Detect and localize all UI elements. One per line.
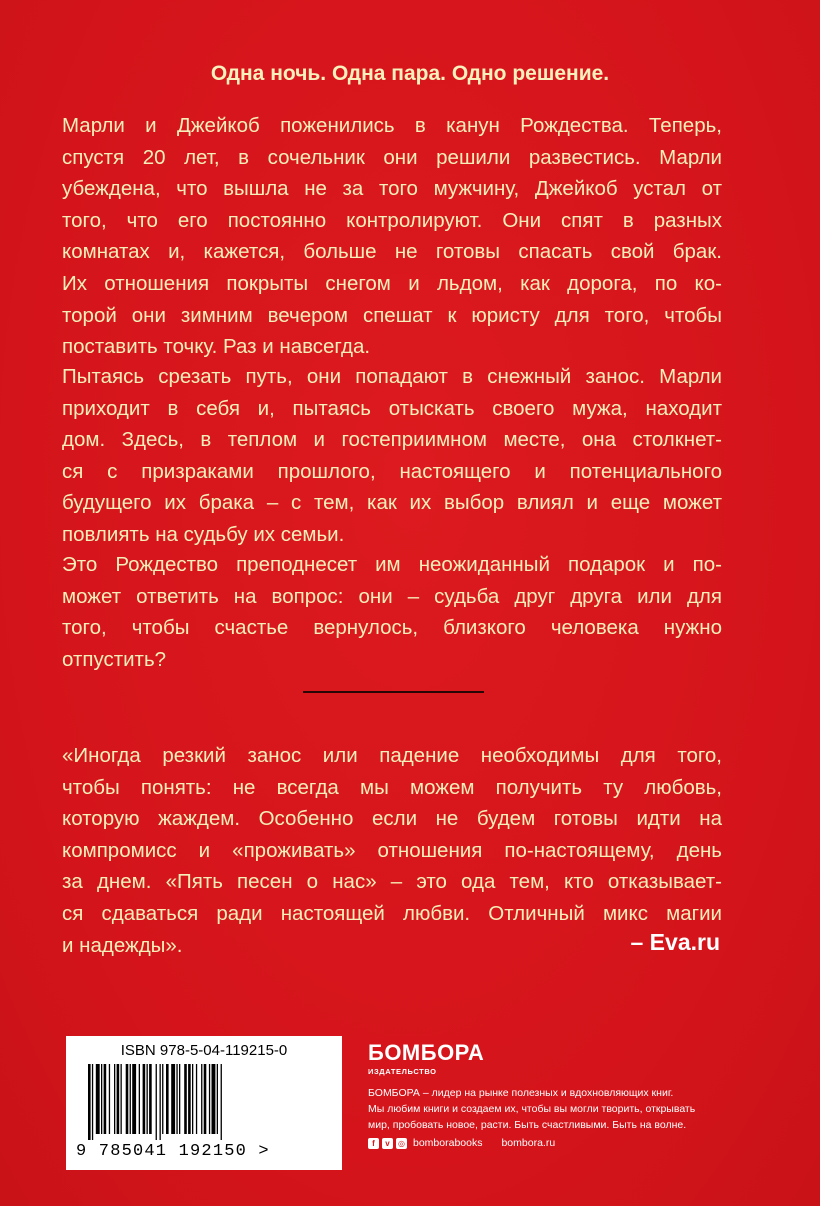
publisher-logo: БОМБОРА <box>368 1040 485 1065</box>
publisher-description-line: мир, пробовать новое, расти. Быть счастливыми. Быть на волне. <box>368 1119 687 1131</box>
quote-attribution: – Eva.ru <box>630 929 720 955</box>
review-quote <box>62 740 722 961</box>
barcode-bar <box>143 1064 146 1134</box>
quote-line: которую жаждем. Особенно если не будем готовы идти на <box>62 807 722 831</box>
publisher-description <box>368 1085 728 1133</box>
barcode-bar <box>176 1064 177 1134</box>
barcode-bar <box>204 1064 207 1134</box>
publisher-description-line: Мы любим книги и создаем их, чтобы вы могли творить, открывать <box>368 1103 696 1115</box>
synopsis-line: торой они зимним вечером спешат к юристу для того, чтобы <box>62 303 722 327</box>
barcode-bar <box>88 1064 91 1140</box>
barcode-bar <box>188 1064 191 1134</box>
synopsis-line: повлиять на судьбу их семьи. <box>62 522 345 546</box>
barcode-bars <box>86 1064 326 1140</box>
isbn-label: ISBN 978-5-04-119215-0 <box>120 1042 288 1059</box>
barcode-bar <box>149 1064 152 1134</box>
barcode-bar <box>171 1064 175 1134</box>
barcode-bar <box>147 1064 148 1134</box>
barcode-bar <box>132 1064 136 1134</box>
barcode-bar <box>160 1064 161 1140</box>
vk-icon: v <box>382 1138 393 1149</box>
barcode-bar <box>196 1064 197 1134</box>
quote-line: за днем. «Пять песен о нас» – это ода тем, кто отказывает- <box>62 870 722 894</box>
barcode-bar <box>92 1064 93 1140</box>
synopsis-line: убеждена, что вышла не за того мужчину, Джейкоб устал от <box>62 177 722 201</box>
instagram-icon: ◎ <box>396 1138 407 1149</box>
synopsis-line: отпустить? <box>62 647 167 671</box>
quote-line: компромисс и «проживать» отношения по-настоящему, день <box>62 838 722 862</box>
barcode-bar <box>156 1064 157 1140</box>
barcode-bar <box>166 1064 169 1134</box>
synopsis-line: Пытаясь срезать путь, они попадают в снежный занос. Марли <box>62 365 722 388</box>
barcode-bar <box>130 1064 131 1134</box>
publisher-website: bombora.ru <box>501 1137 556 1149</box>
barcode-bar <box>117 1064 120 1134</box>
barcode-bar <box>212 1064 216 1134</box>
barcode-bar <box>192 1064 193 1134</box>
barcode-bar <box>162 1064 163 1134</box>
social-links <box>368 1136 555 1150</box>
barcode-box <box>66 1036 342 1170</box>
social-handle: bomborabooks <box>413 1137 483 1149</box>
barcode-bar <box>121 1064 122 1134</box>
barcode-bar <box>139 1064 140 1134</box>
barcode-bar <box>201 1064 202 1134</box>
synopsis-paragraph-2 <box>62 361 722 551</box>
barcode-bar <box>179 1064 180 1134</box>
synopsis-line: того, чтобы счастье вернулось, близкого человека нужно <box>62 616 722 640</box>
quote-line: «Иногда резкий занос или падение необходимы для того, <box>62 744 722 767</box>
synopsis-line: Марли и Джейкоб поженились в канун Рождества. Теперь, <box>62 114 722 137</box>
synopsis-line: приходит в себя и, пытаясь отыскать своего мужа, находит <box>62 396 722 420</box>
barcode-bar <box>109 1064 110 1134</box>
publisher-description-line: БОМБОРА – лидер на рынке полезных и вдохновляющих книг. <box>368 1087 674 1099</box>
quote-line: и надежды». <box>62 933 183 957</box>
divider-line <box>303 691 484 693</box>
barcode-digits: 9 785041 192150 > <box>76 1142 270 1161</box>
quote-line: ся сдаваться ради настоящей любви. Отличный микс магии <box>62 901 722 925</box>
synopsis-line: дом. Здесь, в теплом и гостеприимном месте, она столкнет- <box>62 428 722 452</box>
publisher-subtitle: ИЗДАТЕЛЬСТВО <box>368 1067 437 1076</box>
barcode-bar <box>184 1064 187 1134</box>
barcode-bar <box>96 1064 100 1134</box>
barcode-bar <box>114 1064 115 1134</box>
synopsis-line: может ответить на вопрос: они – судьба друг друга или для <box>62 584 722 608</box>
synopsis-line: того, что его постоянно контролируют. Они спят в разных <box>62 208 722 232</box>
synopsis-line: спустя 20 лет, в сочельник они решили развестись. Марли <box>62 145 722 169</box>
quote-line: чтобы понять: не всегда мы можем получить ту любовь, <box>62 775 722 799</box>
barcode-bar <box>221 1064 222 1140</box>
barcode-bar <box>217 1064 218 1134</box>
barcode-bar <box>126 1064 129 1134</box>
synopsis-paragraph-1 <box>62 110 722 363</box>
facebook-icon: f <box>368 1138 379 1149</box>
tagline: Одна ночь. Одна пара. Одно решение. <box>210 62 610 85</box>
synopsis-line: поставить точку. Раз и навсегда. <box>62 335 371 359</box>
barcode-bar <box>209 1064 210 1134</box>
synopsis-paragraph-3 <box>62 549 722 675</box>
synopsis-line: будущего их брака – с тем, как их выбор влиял и еще может <box>62 491 722 515</box>
barcode-bar <box>104 1064 107 1134</box>
synopsis-line: Это Рождество преподнесет им неожиданный подарок и по- <box>62 553 722 576</box>
barcode-bar <box>101 1064 102 1134</box>
synopsis-line: комнатах и, кажется, больше не готовы спасать свой брак. <box>62 240 722 264</box>
synopsis-line: Их отношения покрыты снегом и льдом, как дорога, по ко- <box>62 271 722 295</box>
synopsis-line: ся с призраками прошлого, настоящего и потенциального <box>62 459 722 483</box>
